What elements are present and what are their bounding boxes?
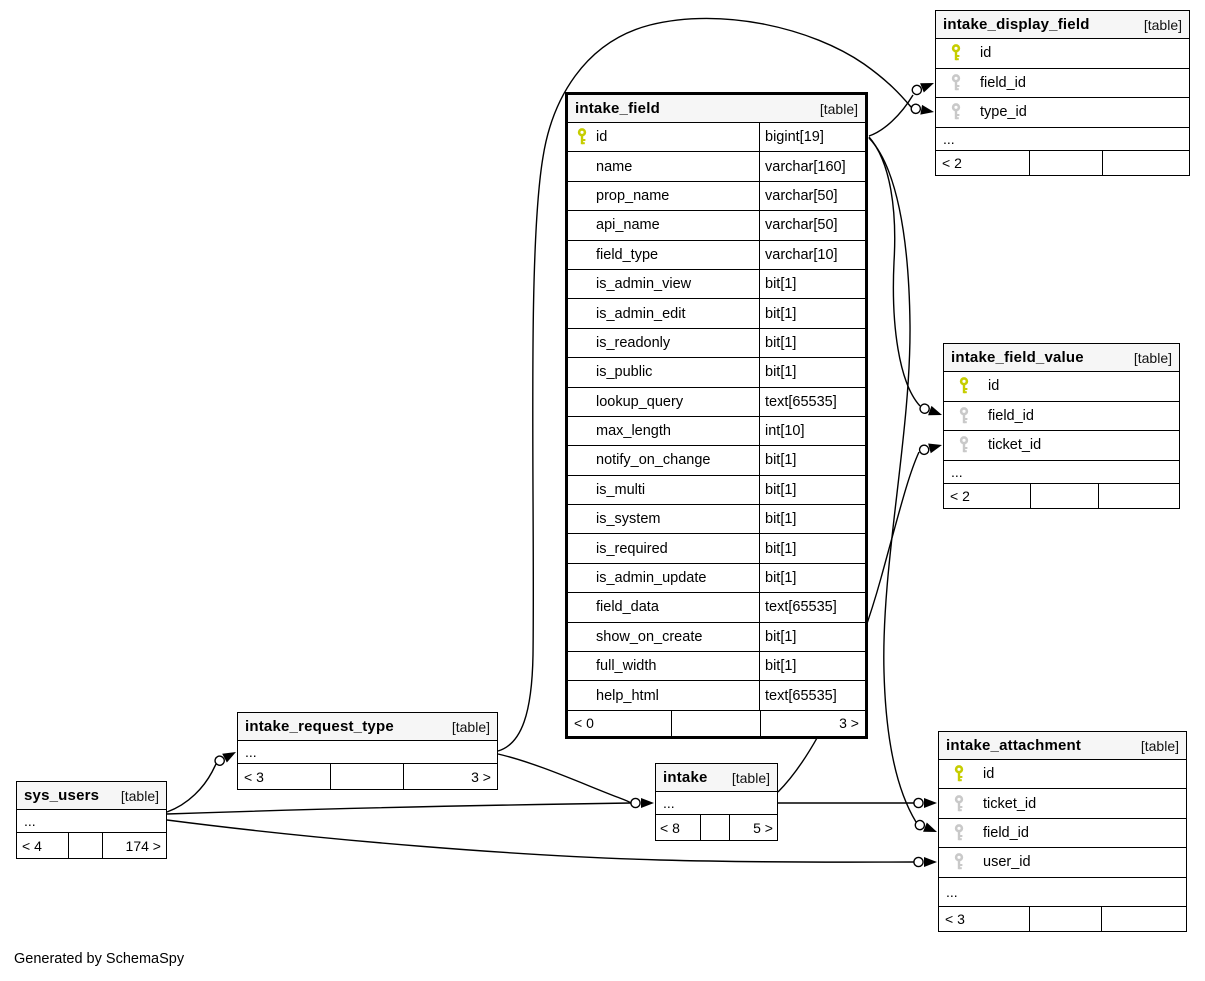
intake_field-col-is_admin_edit[interactable]	[568, 299, 865, 328]
generated-by-note: Generated by SchemaSpy	[14, 951, 185, 967]
column-name: is_admin_edit	[596, 305, 686, 322]
column-type: bit[1]	[759, 534, 865, 562]
foreign-key-icon	[950, 74, 962, 92]
intake_field-col-max_length[interactable]	[568, 417, 865, 446]
intake_field-footer	[568, 711, 865, 736]
rel-sys_users-intake_request_type	[167, 748, 238, 812]
column-type: varchar[50]	[759, 182, 865, 210]
intake_attachment-col-field_id[interactable]	[939, 819, 1186, 848]
column-name: prop_name	[596, 187, 670, 204]
sys_users-children-count: < 4	[17, 833, 69, 858]
sys_users-hidden-columns: ...	[17, 810, 166, 833]
column-name: id	[980, 45, 992, 62]
intake_attachment-parents-count	[1102, 907, 1186, 931]
column-type: bit[1]	[759, 505, 865, 533]
intake_display_field-col-field_id[interactable]	[936, 69, 1189, 99]
column-type: bit[1]	[759, 476, 865, 504]
column-name: field_type	[596, 246, 659, 263]
sys_users-title[interactable]: sys_users	[24, 787, 100, 804]
column-type: text[65535]	[759, 681, 865, 709]
table-tag: [table]	[120, 787, 159, 804]
intake_request_type-parents-count: 3 >	[471, 768, 491, 785]
intake-footer	[656, 815, 777, 840]
intake_attachment-hidden-columns: ...	[939, 878, 1186, 907]
column-name: name	[596, 158, 633, 175]
column-name: max_length	[596, 423, 671, 440]
intake_field_value-title[interactable]: intake_field_value	[951, 349, 1084, 366]
intake_field-title[interactable]: intake_field	[575, 100, 660, 117]
intake-parents-count: 5 >	[753, 819, 773, 836]
column-name: type_id	[980, 104, 1027, 121]
intake_request_type-children-count: < 3	[238, 764, 331, 789]
column-name: is_system	[596, 511, 661, 528]
intake_field_value-col-ticket_id[interactable]	[944, 431, 1179, 461]
intake_field-col-field_type[interactable]	[568, 241, 865, 270]
column-type: bigint[19]	[759, 123, 865, 151]
intake_attachment-col-ticket_id[interactable]	[939, 789, 1186, 818]
column-name: id	[988, 378, 1000, 395]
table-intake[interactable]	[655, 763, 778, 841]
column-name: is_required	[596, 540, 668, 557]
primary-key-icon	[958, 377, 970, 395]
column-type: bit[1]	[759, 358, 865, 386]
intake-header	[656, 764, 777, 792]
intake_attachment-footer-mid	[1030, 907, 1102, 931]
intake_attachment-col-user_id[interactable]	[939, 848, 1186, 877]
column-name: field_id	[983, 824, 1029, 841]
column-name: lookup_query	[596, 393, 684, 410]
intake-children-count: < 8	[656, 815, 701, 840]
intake_field-col-show_on_create[interactable]	[568, 623, 865, 652]
intake_attachment-children-count: < 3	[939, 907, 1030, 931]
intake_field_value-hidden-columns: ...	[944, 461, 1179, 484]
table-tag: [table]	[451, 718, 490, 735]
intake_field-footer-mid	[672, 711, 761, 736]
column-name: field_id	[988, 407, 1034, 424]
foreign-key-icon	[958, 407, 970, 425]
column-name: full_width	[596, 658, 657, 675]
intake_display_field-col-id[interactable]	[936, 39, 1189, 69]
intake_display_field-footer-mid	[1030, 151, 1103, 175]
intake_request_type-header	[238, 713, 497, 741]
intake_display_field-children-count: < 2	[936, 151, 1030, 175]
column-name: is_multi	[596, 481, 646, 498]
intake-hidden-columns: ...	[656, 792, 777, 815]
column-name: field_data	[596, 599, 659, 616]
intake_request_type-title[interactable]: intake_request_type	[245, 718, 394, 735]
column-type: varchar[50]	[759, 211, 865, 239]
column-name: help_html	[596, 687, 659, 704]
sys_users-parents-count: 174 >	[125, 837, 161, 854]
intake_display_field-hidden-columns: ...	[936, 128, 1189, 151]
intake-footer-mid	[701, 815, 730, 840]
column-name: ticket_id	[983, 795, 1037, 812]
sys_users-footer	[17, 833, 166, 858]
column-type: bit[1]	[759, 270, 865, 298]
table-tag: [table]	[1143, 16, 1182, 33]
intake_attachment-col-id[interactable]	[939, 760, 1186, 789]
primary-key-icon	[576, 128, 588, 146]
intake_display_field-footer	[936, 151, 1189, 175]
intake_field-col-lookup_query[interactable]	[568, 388, 865, 417]
column-type: varchar[10]	[759, 241, 865, 269]
intake_display_field-parents-count	[1103, 151, 1189, 175]
primary-key-icon	[950, 44, 962, 62]
foreign-key-icon	[953, 824, 965, 842]
intake_field-col-is_required[interactable]	[568, 534, 865, 563]
intake_field-header	[568, 95, 865, 123]
rel-intake_request_type-intake	[498, 754, 654, 808]
intake_field-col-id[interactable]	[568, 123, 865, 152]
sys_users-header	[17, 782, 166, 810]
column-name: ticket_id	[988, 437, 1042, 454]
intake_field-col-prop_name[interactable]	[568, 182, 865, 211]
column-name: notify_on_change	[596, 452, 711, 469]
column-name: is_public	[596, 364, 653, 381]
intake_field-col-is_public[interactable]	[568, 358, 865, 387]
intake_field_value-header	[944, 344, 1179, 372]
rel-sys_users-intake	[167, 803, 631, 814]
foreign-key-icon	[958, 436, 970, 454]
intake_field-col-is_admin_view[interactable]	[568, 270, 865, 299]
intake_display_field-header	[936, 11, 1189, 39]
intake_field_value-footer	[944, 484, 1179, 508]
column-name: id	[983, 766, 995, 783]
foreign-key-icon	[953, 853, 965, 871]
intake_attachment-header	[939, 732, 1186, 760]
intake_field-col-is_multi[interactable]	[568, 476, 865, 505]
sys_users-footer-mid	[69, 833, 103, 858]
column-type: int[10]	[759, 417, 865, 445]
table-intake_request_type[interactable]	[237, 712, 498, 790]
rel-intake_field-intake_attachment-field_id	[869, 138, 939, 837]
column-name: id	[596, 129, 608, 146]
rel-intake_field-intake_field_value-field_id	[869, 137, 944, 420]
table-intake_field[interactable]	[565, 92, 868, 739]
table-intake_display_field[interactable]	[935, 10, 1190, 176]
intake_field-col-full_width[interactable]	[568, 652, 865, 681]
intake_display_field-col-type_id[interactable]	[936, 98, 1189, 128]
column-name: user_id	[983, 854, 1031, 871]
intake_field_value-parents-count	[1099, 484, 1179, 508]
column-type: varchar[160]	[759, 152, 865, 180]
intake_field-col-name[interactable]	[568, 152, 865, 181]
table-tag: [table]	[731, 769, 770, 786]
column-name: is_admin_update	[596, 570, 707, 587]
intake_field_value-footer-mid	[1031, 484, 1099, 508]
column-type: bit[1]	[759, 564, 865, 592]
intake_attachment-title[interactable]: intake_attachment	[946, 737, 1082, 754]
intake_field-col-is_readonly[interactable]	[568, 329, 865, 358]
intake_field_value-col-id[interactable]	[944, 372, 1179, 402]
intake_field-col-is_admin_update[interactable]	[568, 564, 865, 593]
table-tag: [table]	[819, 100, 858, 117]
intake_display_field-title[interactable]: intake_display_field	[943, 16, 1090, 33]
intake_field_value-col-field_id[interactable]	[944, 402, 1179, 432]
column-type: bit[1]	[759, 299, 865, 327]
table-tag: [table]	[1140, 737, 1179, 754]
column-type: bit[1]	[759, 446, 865, 474]
column-type: bit[1]	[759, 652, 865, 680]
intake_request_type-footer	[238, 764, 497, 789]
column-type: text[65535]	[759, 388, 865, 416]
column-name: is_readonly	[596, 334, 671, 351]
table-sys_users[interactable]	[16, 781, 167, 859]
intake_field-parents-count: 3 >	[839, 715, 859, 732]
intake_field-col-notify_on_change[interactable]	[568, 446, 865, 475]
intake_field-col-field_data[interactable]	[568, 593, 865, 622]
column-name: is_admin_view	[596, 276, 692, 293]
foreign-key-icon	[950, 103, 962, 121]
column-name: field_id	[980, 74, 1026, 91]
column-type: bit[1]	[759, 623, 865, 651]
intake_field-children-count: < 0	[568, 711, 672, 736]
rel-intake-intake_attachment-ticket_id	[778, 798, 937, 808]
column-type: text[65535]	[759, 593, 865, 621]
table-tag: [table]	[1133, 349, 1172, 366]
column-name: api_name	[596, 217, 660, 234]
primary-key-icon	[953, 765, 965, 783]
intake_field-col-api_name[interactable]	[568, 211, 865, 240]
intake_field-col-is_system[interactable]	[568, 505, 865, 534]
intake_request_type-footer-mid	[331, 764, 404, 789]
intake_request_type-hidden-columns: ...	[238, 741, 497, 764]
intake_attachment-footer	[939, 907, 1186, 931]
intake-title[interactable]: intake	[663, 769, 708, 786]
table-intake_field_value[interactable]	[943, 343, 1180, 509]
intake_field-col-help_html[interactable]	[568, 681, 865, 710]
rel-sys_users-intake_attachment-user_id	[167, 820, 937, 867]
foreign-key-icon	[953, 795, 965, 813]
column-name: show_on_create	[596, 628, 703, 645]
intake_field_value-children-count: < 2	[944, 484, 1031, 508]
column-type: bit[1]	[759, 329, 865, 357]
table-intake_attachment[interactable]	[938, 731, 1187, 932]
